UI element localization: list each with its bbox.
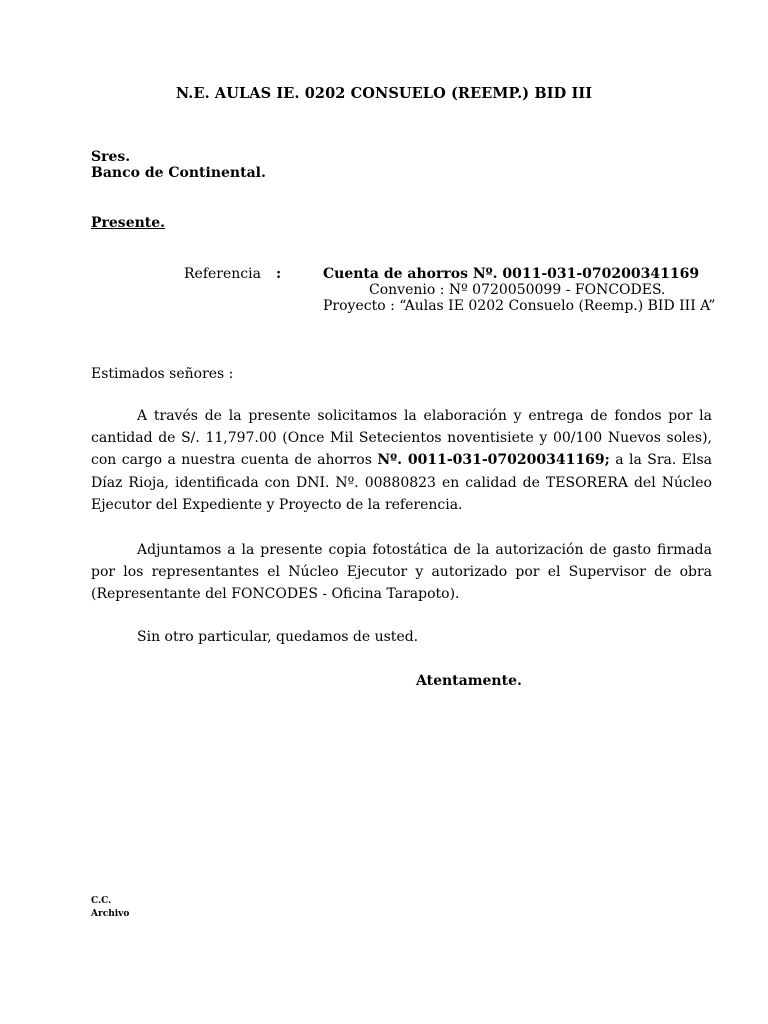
body-paragraph-request (91, 405, 712, 516)
reference-label: Referencia (184, 266, 261, 282)
closing-signoff: Atentamente. (416, 673, 522, 689)
cc-archive: Archivo (91, 909, 130, 919)
reference-account: Cuenta de ahorros Nº. 0011-031-070200341169 (323, 266, 700, 282)
cc-block (91, 895, 129, 921)
paragraph-text: a la Sra. Elsa Díaz Rioja, identificada con DNI. Nº. 00880823 en calidad de TESORERA del Núcleo Ejecutor del Expediente y Proyecto de la referencia. (91, 452, 712, 513)
reference-colon: : (276, 266, 282, 282)
addressee-salutation: Sres. (91, 149, 131, 165)
greeting: Estimados señores : (91, 366, 234, 382)
addressee-bank: Banco de Continental. (91, 165, 266, 181)
cc-label: C.C. (91, 896, 112, 906)
document-title: N.E. AULAS IE. 0202 CONSUELO (REEMP.) BID III (175, 85, 593, 102)
presente-heading: Presente. (91, 215, 166, 231)
reference-proyecto: Proyecto : “Aulas IE 0202 Consuelo (Reemp.) BID III A” (323, 298, 716, 314)
body-paragraph-attachment: Adjuntamos a la presente copia fotostática de la autorización de gasto firmada por los representantes el Núcleo Ejecutor y autorizado por el Supervisor de obra (Representante del FONCODES - Oficina Tarapoto). (91, 542, 712, 603)
reference-convenio: Convenio : Nº 0720050099 - FONCODES. (369, 282, 666, 298)
body-paragraph-closing: Sin otro particular, quedamos de usted. (137, 629, 419, 645)
paragraph-text: A través de la presente solicitamos la elaboración y entrega de fondos por la cantidad de S/. 11,797.00 (Once Mil Setecientos noventisiete y 00/100 Nuevos soles), con cargo a nuestra cuenta de ahorros (91, 408, 712, 469)
account-number-bold: Nº. 0011-031-070200341169; (377, 452, 610, 469)
